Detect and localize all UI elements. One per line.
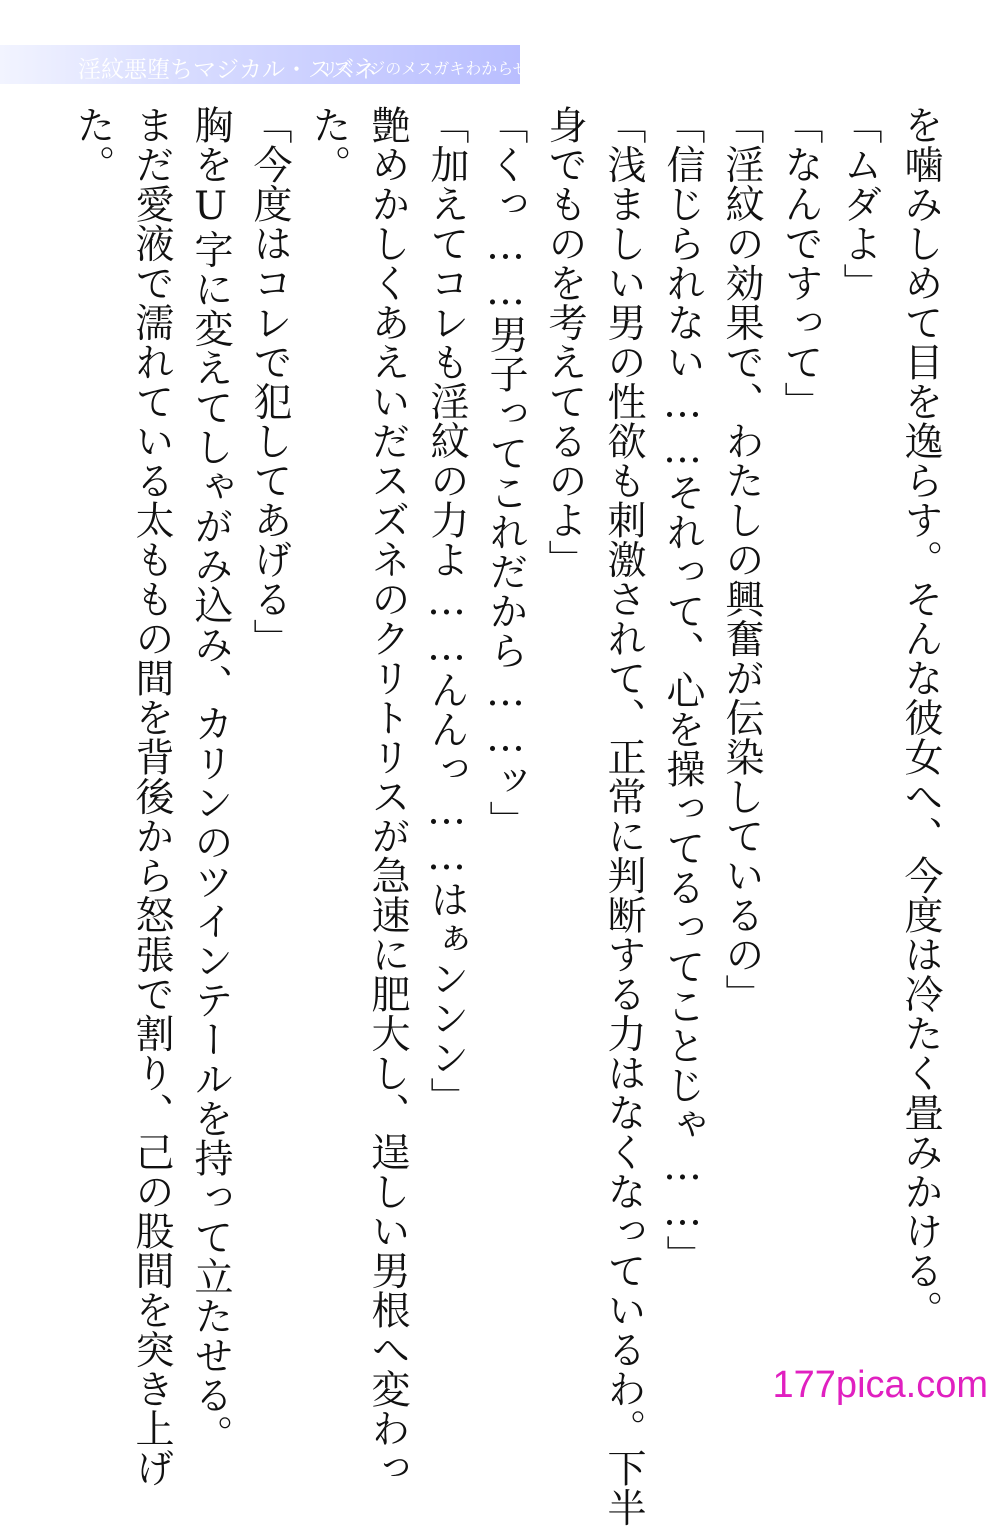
text-line-7: 身でものを考えてるのよ」 (542, 105, 587, 579)
text-line-13: 胸をU字に変えてしゃがみ込み、カリンのツインテールを持って立たせる。 (188, 105, 233, 1454)
watermark-text: 177pica.com (772, 1364, 988, 1406)
text-line-4: 「淫紋の効果で、わたしの興奮が伝染しているの」 (719, 105, 764, 1014)
book-subtitle: リベンジのメスガキわからせ (322, 59, 529, 78)
text-line-11: た。 (306, 105, 351, 184)
book-title: 淫紋悪堕ちマジカル・スズネ (78, 57, 377, 83)
text-line-1: を噛みしめて目を逸らす。そんな彼女へ、今度は冷たく畳みかける。 (898, 105, 943, 1330)
text-line-14: まだ愛液で濡れている太ももの間を背後から怒張で割り、己の股間を突き上げ (129, 105, 174, 1488)
text-line-3: 「なんですって」 (778, 105, 823, 421)
text-line-12: 「今度はコレで犯してあげる」 (247, 105, 292, 658)
text-line-9: 「加えてコレも淫紋の力よ……んんっ……はぁンンン」 (424, 105, 469, 1117)
text-line-6: 「浅ましい男の性欲も刺激されて、正常に判断する力はなくなっているわ。下半 (601, 105, 646, 1527)
text-line-10: 艶めかしくあえいだスズネのクリトリスが急速に肥大し、逞しい男根へ変わっ (365, 105, 410, 1488)
text-line-5: 「信じられない……それって、心を操ってるってことじゃ……」 (660, 105, 705, 1275)
text-line-8: 「くっ……男子ってこれだから……ッ」 (483, 105, 528, 840)
text-line-15: た。 (70, 105, 115, 184)
text-line-2: 「ムダよ」 (837, 105, 882, 303)
